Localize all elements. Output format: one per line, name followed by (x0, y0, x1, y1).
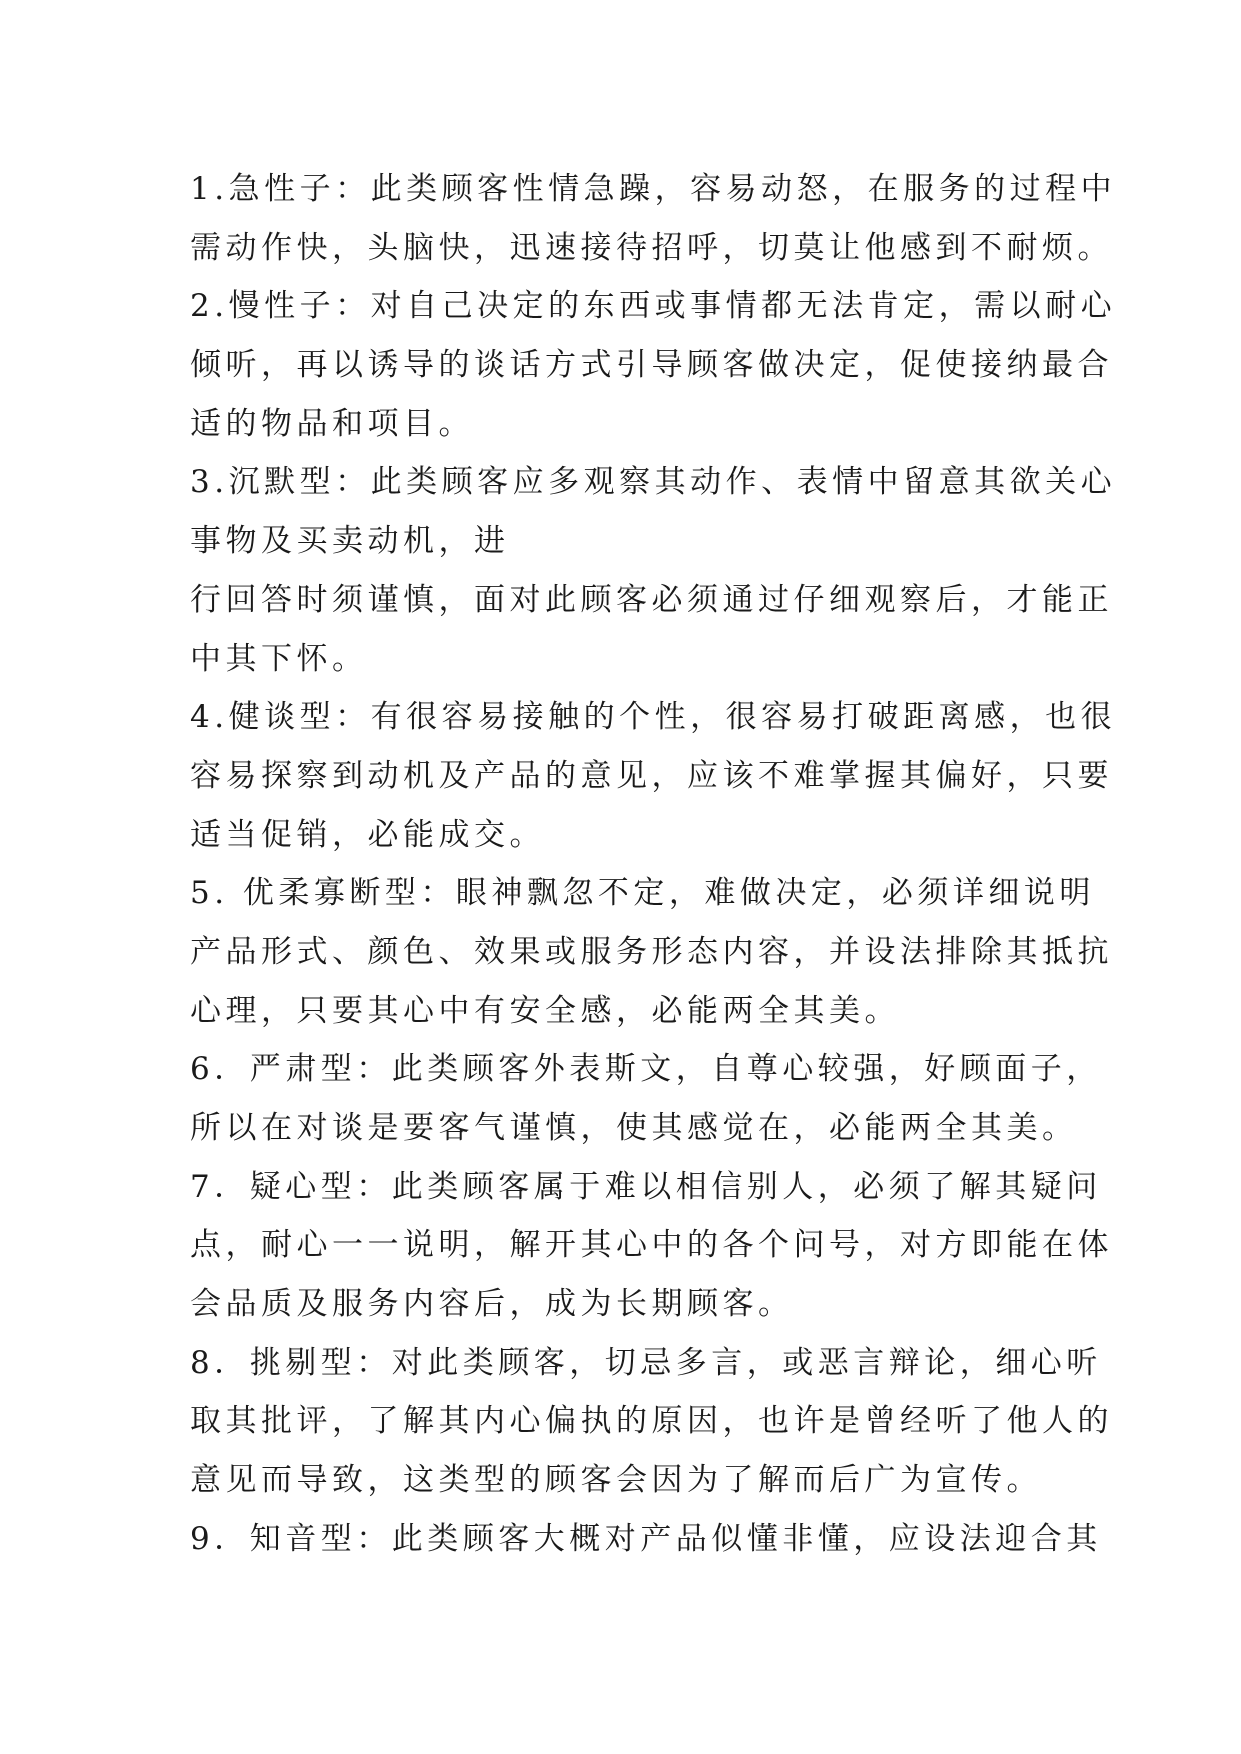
text-line: 行回答时须谨慎，面对此顾客必须通过仔细观察后，才能正 (190, 581, 1113, 618)
text-line: 点，耐心一一说明，解开其心中的各个问号，对方即能在体 (190, 1227, 1113, 1264)
text-line: 意见而导致，这类型的顾客会因为了解而后广为宣传。 (190, 1462, 1042, 1499)
text-line: 3.沉默型：此类顾客应多观察其动作、表情中留意其欲关心 (190, 464, 1117, 501)
text-line: 4.健谈型：有很容易接触的个性，很容易打破距离感，也很 (190, 699, 1117, 736)
text-line: 倾听，再以诱导的谈话方式引导顾客做决定，促使接纳最合 (190, 347, 1113, 384)
text-line: 8．挑剔型：对此类顾客，切忌多言，或恶言辩论，细心听 (190, 1344, 1102, 1381)
text-line: 容易探察到动机及产品的意见，应该不难掌握其偏好，只要 (190, 757, 1113, 794)
text-line: 5. 优柔寡断型：眼神飘忽不定，难做决定，必须详细说明 (190, 875, 1095, 912)
text-line: 适当促销，必能成交。 (190, 816, 545, 853)
text-line: 心理，只要其心中有安全感，必能两全其美。 (190, 992, 900, 1029)
text-line: 7．疑心型：此类顾客属于难以相信别人，必须了解其疑问 (190, 1168, 1102, 1205)
text-line: 取其批评，了解其内心偏执的原因，也许是曾经听了他人的 (190, 1403, 1113, 1440)
text-line: 中其下怀。 (190, 640, 368, 677)
text-line: 1.急性子：此类顾客性情急躁，容易动怒，在服务的过程中 (190, 171, 1117, 207)
text-line: 适的物品和项目。 (190, 405, 474, 442)
text-line: 6．严肃型：此类顾客外表斯文，自尊心较强，好顾面子， (190, 1051, 1102, 1088)
text-line: 所以在对谈是要客气谨慎，使其感觉在，必能两全其美。 (190, 1110, 1078, 1146)
text-line: 产品形式、颜色、效果或服务形态内容，并设法排除其抵抗 (190, 933, 1113, 970)
text-line: 需动作快，头脑快，迅速接待招呼，切莫让他感到不耐烦。 (190, 229, 1113, 266)
text-line: 事物及买卖动机，进 (190, 523, 510, 560)
text-line: 会品质及服务内容后，成为长期顾客。 (190, 1286, 794, 1323)
text-line: 9．知音型：此类顾客大概对产品似懂非懂，应设法迎合其 (190, 1520, 1102, 1557)
document-body (190, 160, 1117, 1569)
text-line: 2.慢性子：对自己决定的东西或事情都无法肯定，需以耐心 (190, 288, 1117, 325)
